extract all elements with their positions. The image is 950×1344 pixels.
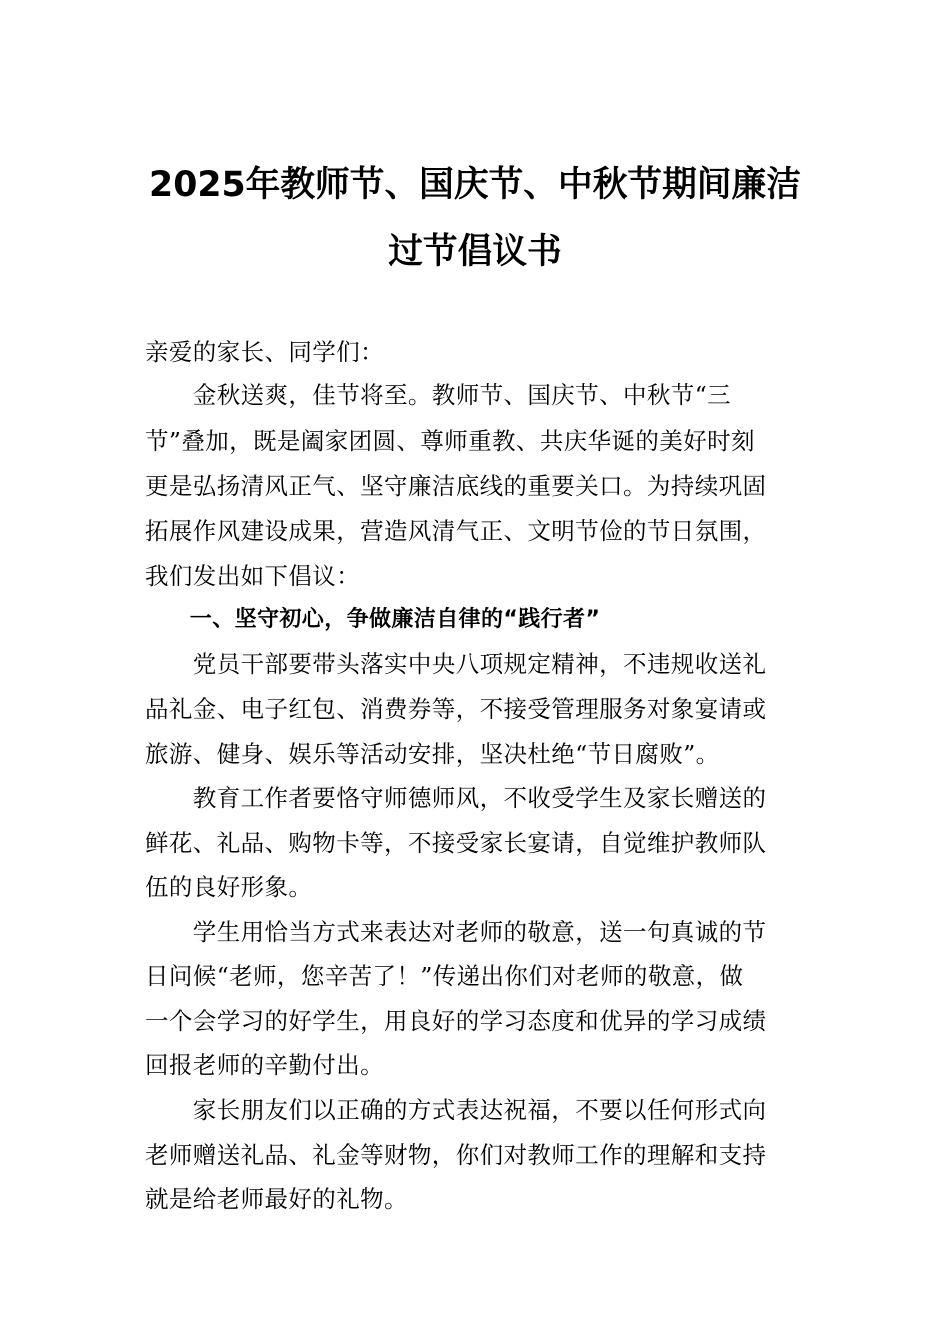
paragraph-line: 学生用恰当方式来表达对老师的敬意，送一句真诚的节	[145, 918, 767, 946]
paragraph-line: 旅游、健身、娱乐等活动安排，坚决杜绝“节日腐败”。	[145, 740, 720, 768]
document-title-line-1: 2025年教师节、国庆节、中秋节期间廉洁	[149, 165, 801, 205]
paragraph-line: 一个会学习的好学生，用良好的学习态度和优异的学习成绩	[145, 1007, 767, 1035]
paragraph-line: 鲜花、礼品、购物卡等，不接受家长宴请，自觉维护教师队	[145, 829, 767, 857]
paragraph-line: 家长朋友们以正确的方式表达祝福，不要以任何形式向	[145, 1096, 767, 1124]
intro-line: 拓展作风建设成果，营造风清气正、文明节俭的节日氛围，	[145, 517, 767, 545]
paragraph-line: 党员干部要带头落实中央八项规定精神，不违规收送礼	[145, 650, 767, 678]
intro-line: 我们发出如下倡议：	[145, 562, 361, 590]
document-title-line-2: 过节倡议书	[388, 232, 562, 272]
paragraph-line: 教育工作者要恪守师德师风，不收受学生及家长赠送的	[145, 784, 767, 812]
paragraph-line: 伍的良好形象。	[145, 873, 313, 901]
intro-line: 更是弘扬清风正气、坚守廉洁底线的重要关口。为持续巩固	[145, 472, 767, 500]
intro-line: 金秋送爽，佳节将至。教师节、国庆节、中秋节“三	[145, 381, 732, 409]
paragraph-line: 老师赠送礼品、礼金等财物，你们对教师工作的理解和支持	[145, 1141, 767, 1169]
paragraph-line: 就是给老师最好的礼物。	[145, 1185, 408, 1213]
paragraph-line: 回报老师的辛勤付出。	[145, 1051, 384, 1079]
section-heading: 一、坚守初心，争做廉洁自律的“践行者”	[145, 607, 601, 632]
paragraph-line: 日问候“老师，您辛苦了！”传递出你们对老师的敬意，做	[145, 962, 744, 990]
intro-line: 节”叠加，既是阖家团圆、尊师重教、共庆华诞的美好时刻	[145, 427, 755, 455]
salutation: 亲爱的家长、同学们：	[145, 338, 384, 366]
paragraph-line: 品礼金、电子红包、消费券等，不接受管理服务对象宴请或	[145, 695, 767, 723]
